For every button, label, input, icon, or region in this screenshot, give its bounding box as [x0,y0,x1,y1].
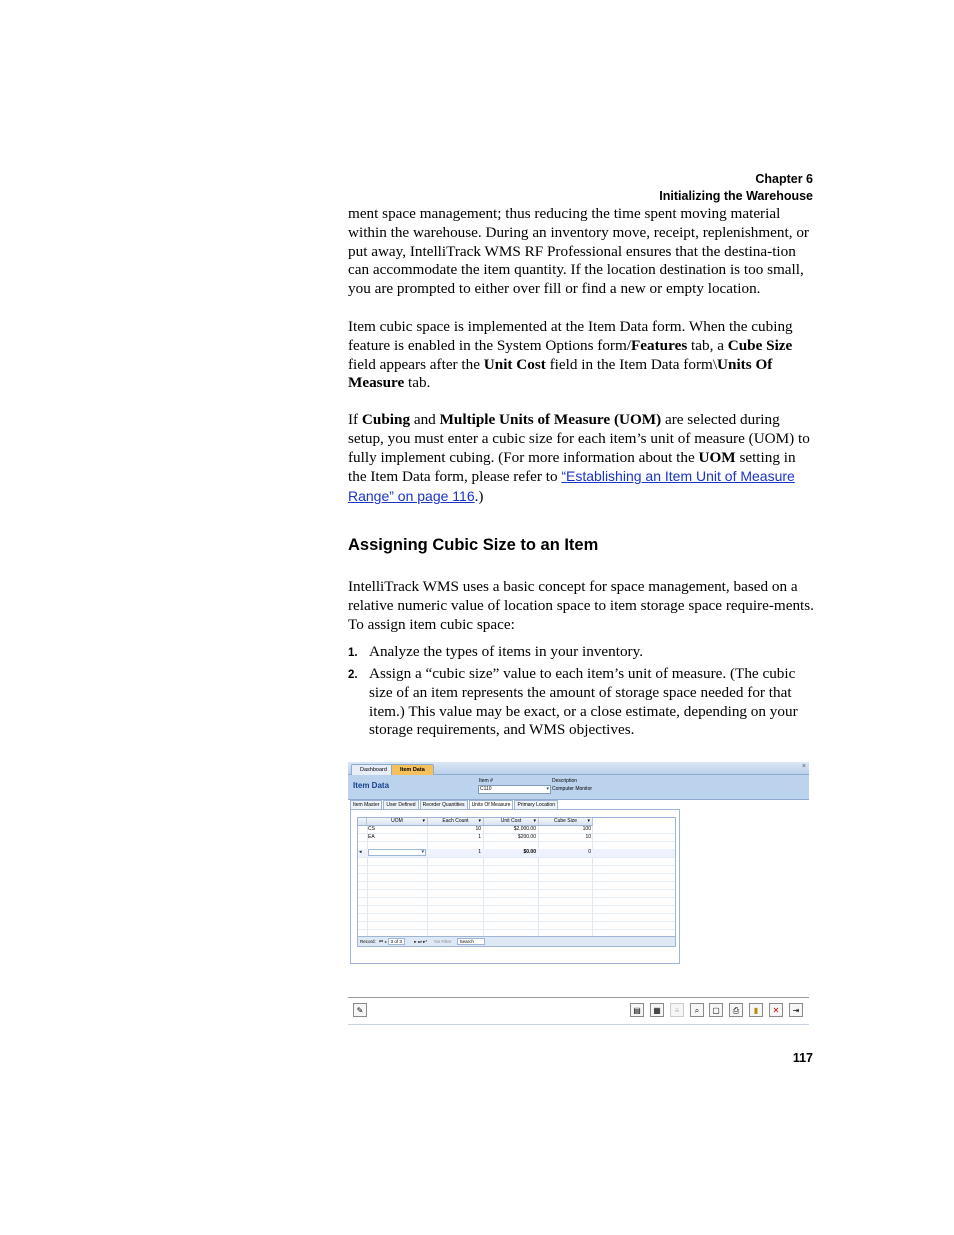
cell-cube-size[interactable]: 0 [588,849,591,855]
grid-line [358,865,675,866]
step-text: Analyze the types of items in your inventory. [369,643,644,660]
paragraph-2 [348,318,816,393]
column-label: Each Count [442,818,469,824]
chapter-title: Initializing the Warehouse [659,189,813,203]
grid-line [358,889,675,890]
new-record-nav-icon[interactable]: ▸* [423,939,428,944]
grid-line [358,929,675,930]
section-heading: Assigning Cubic Size to an Item [348,536,599,554]
column-label: Cube Size [553,818,578,824]
edit-icon[interactable]: ✎ [353,1003,367,1017]
preview-icon[interactable]: ▢ [709,1003,723,1017]
bold-features: Features [631,336,688,354]
uom-grid [357,817,676,947]
text: .) [474,488,484,506]
text: field appears after the [348,355,484,373]
cell-each-count[interactable]: 1 [478,834,481,840]
text: are selected during setup, you must enter a cubic size for each item’s unit of measure (UOM) to fully implement cubing. (For more information about the [348,411,810,466]
page-number: 117 [792,1051,813,1065]
table-row[interactable] [358,849,675,857]
form-title: Item Data [353,781,390,790]
cell-uom[interactable]: EA [368,834,375,840]
text: tab, a [687,336,728,354]
sort-arrow-icon: ▾ [587,818,590,824]
search-input[interactable]: Search [457,938,485,945]
description-label: Description [552,778,578,784]
grid-line [358,897,675,898]
undo-icon[interactable]: ≡ [670,1003,684,1017]
column-header-uom[interactable] [367,818,428,826]
paragraph-3 [348,411,816,507]
uom-range-link[interactable]: “Establishing an Item Unit of Measure Range” on page 116 [348,468,795,505]
delete-icon[interactable]: ▮ [749,1003,763,1017]
cell-unit-cost[interactable]: $2,000.00 [513,826,536,832]
form-header [348,775,809,800]
cell-each-count[interactable]: 10 [475,826,481,832]
record-label: Record: [360,939,376,944]
grid-line [358,857,675,858]
units-of-measure-panel [350,809,680,964]
grid-line [358,905,675,906]
grid-line [358,841,675,842]
next-record-icon[interactable]: ▸ [414,939,417,944]
cell-uom[interactable]: CS [368,826,375,832]
item-data-screenshot [348,762,809,1024]
cell-unit-cost[interactable]: $200.00 [517,834,536,840]
column-header-unit-cost[interactable] [484,818,539,826]
bold-cubing: Cubing [361,411,411,428]
sort-arrow-icon: ▾ [533,818,536,824]
sort-arrow-icon: ▾ [422,818,425,824]
previous-record-icon[interactable]: ◂ [384,939,387,944]
bold-multiple-uom: Multiple Units of Measure (UOM) [439,411,662,428]
item-number-value: C110 [480,786,492,792]
new-icon[interactable]: ▤ [630,1003,644,1017]
step-1 [348,643,816,662]
step-text: Assign a “cubic size” value to each item’s unit of measure. (The cubic size of an item represents the amount of storage space needed for that item.) This value may be exact, or a close estimate, depending on your storage requirements, and WMS objectives. [369,665,798,739]
find-icon[interactable]: ⌕ [690,1003,704,1017]
step-2 [348,665,816,740]
chevron-down-icon[interactable]: ▾ [421,849,424,855]
step-number: 1. [348,647,358,659]
tab-dashboard[interactable]: Dashboard [351,764,396,775]
column-header-each-count[interactable] [428,818,484,826]
new-record-icon: ◂ [359,849,362,855]
bold-unit-cost: Unit Cost [483,355,546,373]
cancel-icon[interactable]: ✕ [769,1003,783,1017]
exit-icon[interactable]: ⇥ [789,1003,803,1017]
description-value: Computer Monitor [552,786,593,792]
cell-unit-cost[interactable]: $0.00 [523,849,536,855]
paragraph-4: IntelliTrack WMS uses a basic concept for space management, based on a relative numeric value of location space to item storage space require-ments. To assign item cubic space: [348,578,814,633]
grid-line [358,873,675,874]
cell-cube-size[interactable]: 100 [582,826,591,832]
grid-line [358,921,675,922]
tab-user-defined[interactable]: User Defined [383,800,418,810]
last-record-icon[interactable]: ⏭ [417,939,422,944]
bold-units-of-measure: Units Of Measure [348,355,773,392]
tab-reorder-quantities[interactable]: Reorder Quantities [420,800,468,810]
record-position[interactable]: 3 of 3 [388,938,405,945]
first-record-icon[interactable]: ⏮ [379,939,384,944]
column-header-cube-size[interactable] [539,818,593,826]
text: field in the Item Data form\ [545,355,718,373]
cell-each-count[interactable]: 1 [478,849,481,855]
column-label: UOM [391,818,403,824]
column-label: Unit Cost [500,818,522,824]
print-icon[interactable]: ⎙ [729,1003,743,1017]
step-number: 2. [348,669,358,681]
save-icon[interactable]: ▦ [650,1003,664,1017]
select-all-header[interactable] [358,818,367,826]
tab-primary-location[interactable]: Primary Location [514,800,558,810]
filter-indicator[interactable]: No Filter [434,939,452,944]
bold-uom: UOM [698,448,736,466]
text: setting in the Item Data form, please refer to [348,448,796,486]
text: Item cubic space is implemented at the Item Data form. When the cubing feature is enabled in the System Options form/ [348,318,793,354]
close-icon[interactable]: × [801,763,806,770]
item-number-label: Item # [479,778,493,784]
chapter-header [659,171,813,205]
grid-line [358,913,675,914]
tab-item-data[interactable]: Item Data [391,764,434,775]
form-toolbar [348,997,809,1025]
text: and [410,411,440,428]
grid-line [358,881,675,882]
document-tab-bar [348,762,809,775]
text: If [348,411,362,428]
chevron-down-icon[interactable]: ▾ [546,786,549,792]
tab-units-of-measure[interactable]: Units Of Measure [469,800,514,810]
cell-cube-size[interactable]: 10 [585,834,591,840]
subform-tabs [350,800,559,809]
text: tab. [404,374,431,392]
tab-item-master[interactable]: Item Master [350,800,382,810]
record-navigator [358,936,675,946]
sort-arrow-icon: ▾ [478,818,481,824]
item-number-combo[interactable] [478,785,551,794]
bold-cube-size: Cube Size [727,336,793,354]
chapter-number: Chapter 6 [755,172,813,186]
paragraph-1: ment space management; thus reducing the time spent moving material within the warehouse. During an inventory move, receipt, replenishment, or put away, IntelliTrack WMS RF Professional ensures that the destina-tion can accommodate the item quantity. If the location destination is too small, you are prompted to either over fill or find a new or empty location. [348,205,809,298]
cell-uom[interactable] [368,849,426,856]
